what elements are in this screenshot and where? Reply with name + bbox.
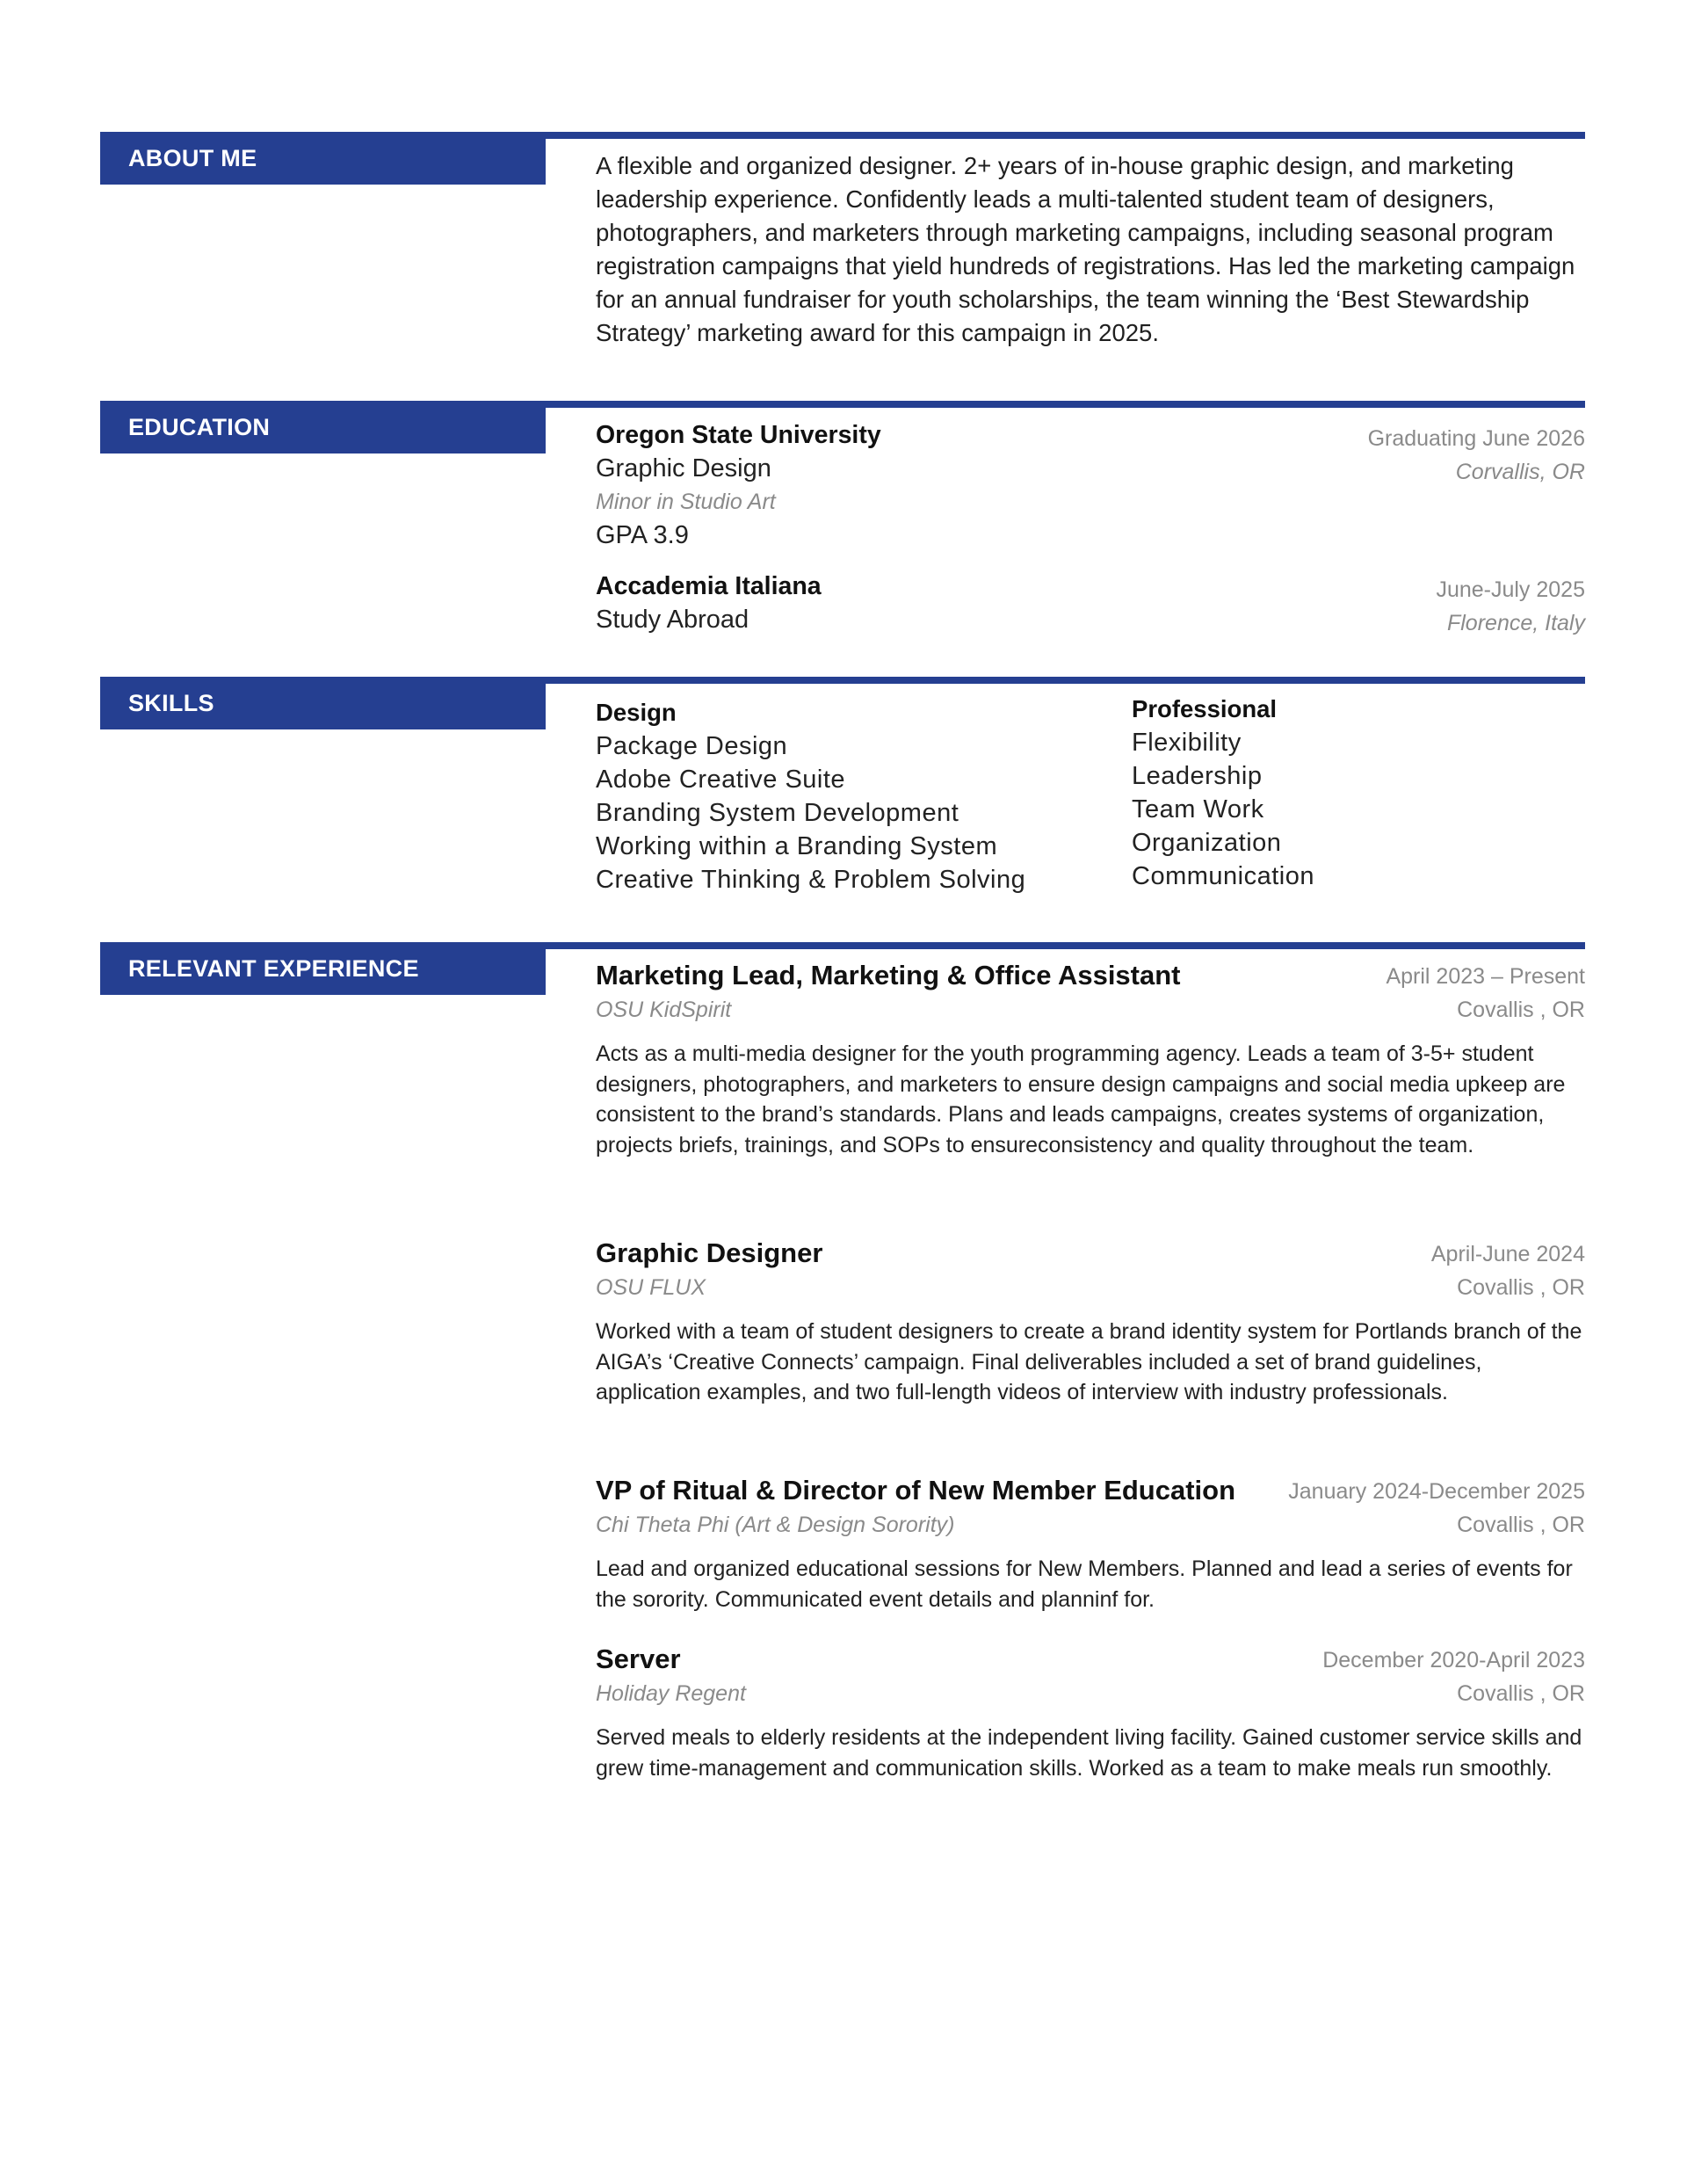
education-school: Accademia Italiana bbox=[596, 572, 822, 600]
experience-rule bbox=[546, 942, 1585, 949]
job-location: Covallis , OR bbox=[1457, 1513, 1585, 1537]
education-entry bbox=[596, 570, 1585, 636]
education-meta bbox=[1436, 573, 1585, 640]
about-content bbox=[596, 149, 1585, 350]
skill-item: Leadership bbox=[1132, 762, 1263, 790]
job-date: December 2020-April 2023 bbox=[1322, 1648, 1585, 1672]
job-description: Lead and organized educational sessions for New Members. Planned and lead a series of events for the sorority. Communicated event details and planninf for. bbox=[596, 1556, 1573, 1612]
job-date: April-June 2024 bbox=[1430, 1242, 1585, 1266]
job-location: Covallis , OR bbox=[1457, 1275, 1585, 1300]
skills-professional-heading: Professional bbox=[1132, 695, 1278, 722]
skill-item: Package Design bbox=[596, 732, 788, 760]
education-entry bbox=[596, 418, 1585, 552]
education-location: Corvallis, OR bbox=[1455, 460, 1585, 484]
job-org: OSU FLUX bbox=[596, 1275, 706, 1300]
skills-rule bbox=[546, 677, 1585, 684]
job-org: Holiday Regent bbox=[596, 1681, 746, 1706]
job-meta bbox=[1431, 1236, 1585, 1304]
skill-item: Team Work bbox=[1132, 795, 1264, 824]
job-date: January 2024-December 2025 bbox=[1288, 1479, 1585, 1504]
experience-entry bbox=[596, 1473, 1585, 1614]
education-gpa: GPA 3.9 bbox=[596, 521, 689, 549]
about-rule bbox=[546, 132, 1585, 139]
about-text: A flexible and organized designer. 2+ years of in-house graphic design, and marketing leadership experience. Confidently leads a multi-talented student team of designers, photographers, and marketers through marketing campaigns, including seasonal program registration campaigns that yield hundreds of registrations. Has led the marketing campaign for an annual fundraiser for youth scholarships, the team winning the ‘Best Stewardship Strategy’ marketing award for this campaign in 2025. bbox=[596, 152, 1575, 346]
experience-heading: RELEVANT EXPERIENCE bbox=[100, 942, 546, 995]
job-meta bbox=[1386, 958, 1585, 1027]
job-date: April 2023 – Present bbox=[1386, 964, 1585, 989]
education-date: June-July 2025 bbox=[1436, 577, 1585, 602]
job-location: Covallis , OR bbox=[1457, 1681, 1585, 1706]
job-org: OSU KidSpirit bbox=[596, 998, 732, 1022]
job-description: Worked with a team of student designers to create a brand identity system for Portlands branch of the AIGA’s ‘Creative Connects’ campaign. Final deliverables included a set of brand guidelines, application examples, and two full-length videos of interview with industry professionals. bbox=[596, 1319, 1582, 1404]
education-meta bbox=[1368, 422, 1585, 489]
skill-item: Organization bbox=[1132, 829, 1282, 857]
skills-heading: SKILLS bbox=[100, 677, 546, 729]
skill-item: Flexibility bbox=[1132, 729, 1242, 757]
skills-design-column bbox=[596, 696, 1025, 896]
education-minor: Minor in Studio Art bbox=[596, 490, 776, 514]
education-location: Florence, Italy bbox=[1446, 611, 1585, 635]
experience-entry bbox=[596, 1642, 1585, 1783]
skills-professional-column bbox=[1132, 693, 1314, 893]
job-location: Covallis , OR bbox=[1457, 998, 1585, 1022]
about-heading: ABOUT ME bbox=[100, 132, 546, 185]
education-school: Oregon State University bbox=[596, 421, 881, 449]
skill-item: Working within a Branding System bbox=[596, 832, 998, 860]
education-content bbox=[596, 418, 1585, 636]
job-title: Server bbox=[596, 1643, 681, 1674]
job-description: Served meals to elderly residents at the independent living facility. Gained customer service skills and grew time-management and communication skills. Worked as a team to make meals run smoothly. bbox=[596, 1725, 1582, 1781]
skills-content bbox=[596, 693, 1585, 895]
skill-item: Adobe Creative Suite bbox=[596, 765, 846, 794]
job-description: Acts as a multi-media designer for the youth programming agency. Leads a team of 3-5+ student designers, photographers, and marketers to ensure design campaigns and social media upkeep are consistent to the brand’s standards. Plans and leads campaigns, creates systems of organization, projects briefs, trainings, and SOPs to ensureconsistency and quality throughout the team. bbox=[596, 1041, 1566, 1157]
job-org: Chi Theta Phi (Art & Design Sorority) bbox=[596, 1513, 955, 1537]
job-meta bbox=[1322, 1642, 1585, 1710]
experience-entry bbox=[596, 1236, 1585, 1408]
education-rule bbox=[546, 401, 1585, 408]
skills-design-heading: Design bbox=[596, 699, 677, 726]
education-program: Study Abroad bbox=[596, 606, 749, 634]
experience-content bbox=[596, 958, 1585, 1837]
skill-item: Branding System Development bbox=[596, 799, 959, 827]
education-date: Graduating June 2026 bbox=[1367, 426, 1585, 451]
job-title: Marketing Lead, Marketing & Office Assistant bbox=[596, 960, 1181, 990]
job-meta bbox=[1288, 1473, 1585, 1542]
job-title: Graphic Designer bbox=[596, 1237, 823, 1268]
skill-item: Communication bbox=[1132, 862, 1314, 890]
skill-item: Creative Thinking & Problem Solving bbox=[596, 866, 1026, 894]
experience-entry bbox=[596, 958, 1585, 1160]
job-title: VP of Ritual & Director of New Member Education bbox=[596, 1475, 1236, 1506]
education-degree: Graphic Design bbox=[596, 454, 771, 483]
education-heading: EDUCATION bbox=[100, 401, 546, 453]
